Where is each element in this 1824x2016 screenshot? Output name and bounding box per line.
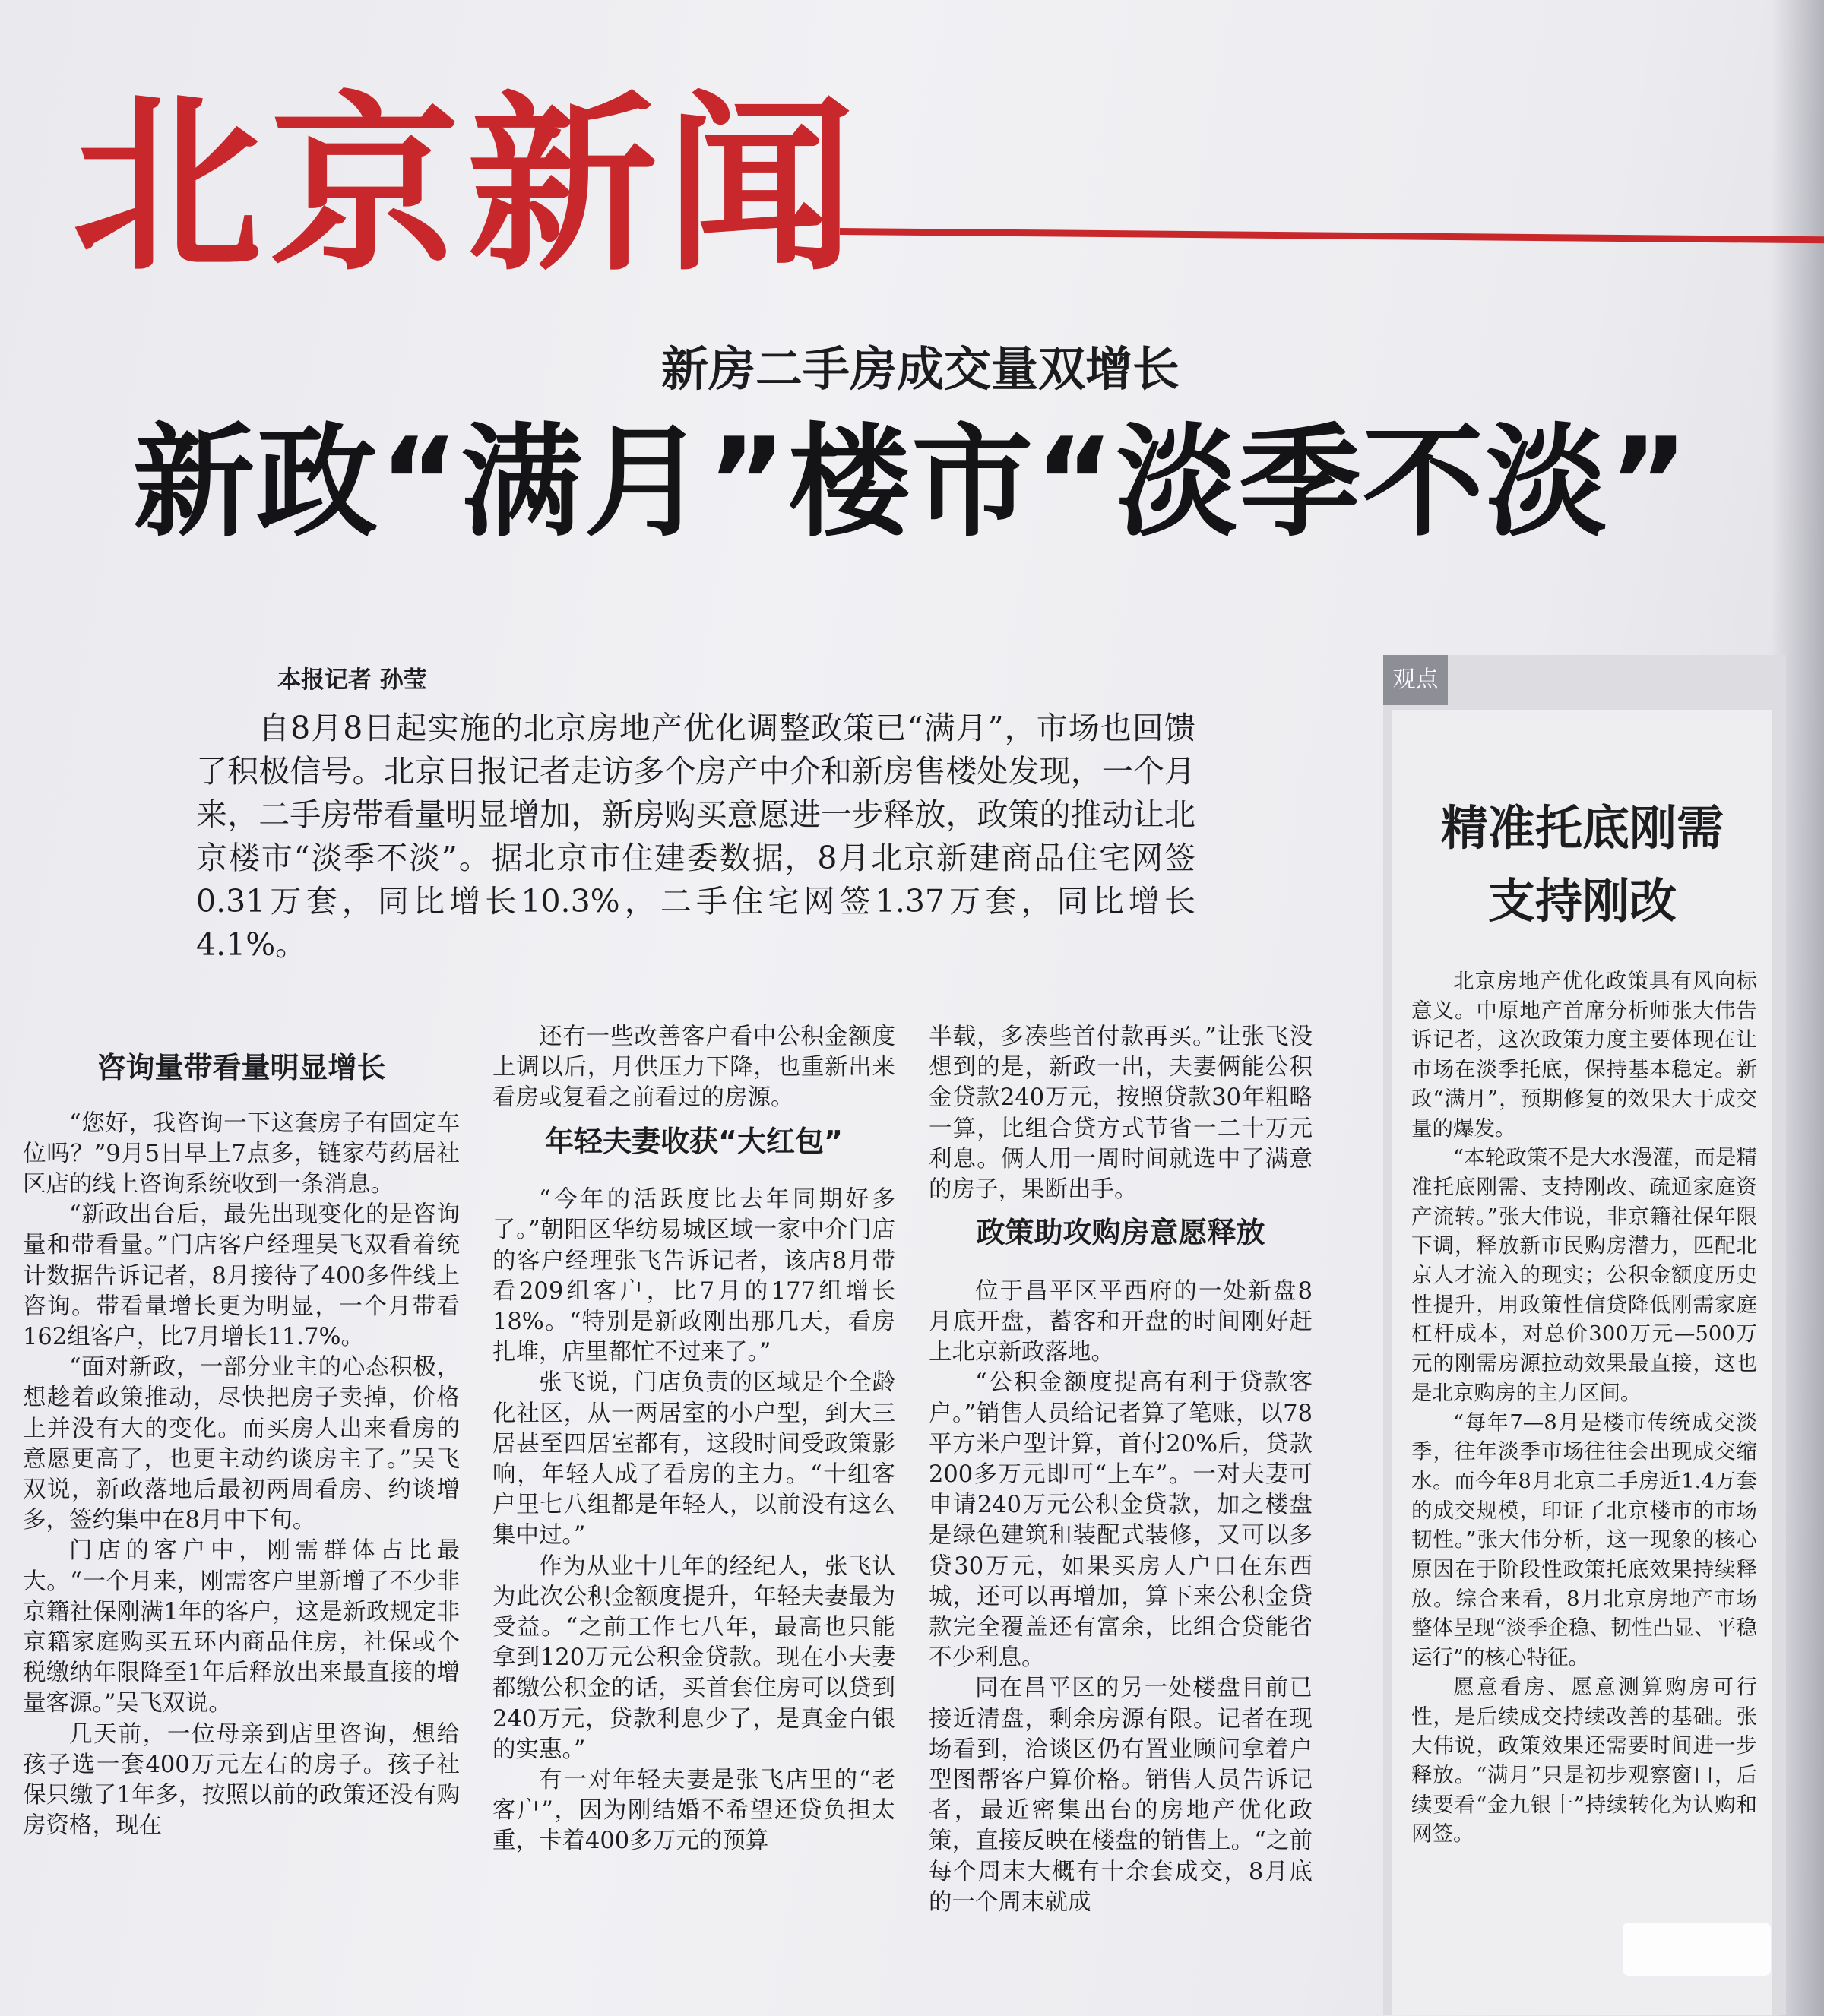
paragraph: 还有一些改善客户看中公积金额度上调以后，月供压力下降，也重新出来看房或复看之前看过的房源。 (492, 1024, 895, 1112)
paragraph: 几天前，一位母亲到店里咨询，想给孩子选一套400万元左右的房子。孩子社保只缴了1年多，按照以前的政策还没有购房资格，现在 (23, 1720, 460, 1840)
paragraph: 愿意看房、愿意测算购房可行性，是后续成交持续改善的基础。张大伟说，政策效果还需要时间进一步释放。“满月”只是初步观察窗口，后续要看“金九银十”持续转化为认购和网签。 (1411, 1674, 1757, 1847)
opinion-title-line-2: 支持刚改 (1487, 873, 1677, 929)
paragraph: 同在昌平区的另一处楼盘目前已接近清盘，剩余房源有限。记者在现场看到，洽谈区仍有置业顾问拿着户型图帮客户算价格。销售人员告诉记者，最近密集出台的房地产优化政策，直接反映在楼盘的销售上。“之前每个周末大概有十余套成交，8月底的一个周末就成 (929, 1675, 1313, 1916)
section-heading: 年轻夫妻收获“大红包” (545, 1124, 843, 1158)
opinion-title-line-1: 精准托底刚需 (1440, 800, 1724, 856)
paragraph: 张飞说，门店负责的区域是个全龄化社区，从一两居室的小户型，到大三居甚至四居室都有，这段时间受政策影响，年轻人成了看房的主力。“十组客户里七八组都是年轻人，以前没有这么集中过。” (492, 1369, 895, 1549)
article-kicker: 新房二手房成交量双增长 (661, 341, 1180, 397)
opinion-sidebar (1383, 655, 1786, 2015)
paragraph: 北京房地产优化政策具有风向标意义。中原地产首席分析师张大伟告诉记者，这次政策力度主要体现在让市场在淡季托底，保持基本稳定。新政“满月”，预期修复的效果大于成交量的爆发。 (1411, 969, 1757, 1141)
section-heading: 咨询量带看量明显增长 (97, 1051, 386, 1084)
paragraph: 作为从业十几年的经纪人，张飞认为此次公积金额度提升，年轻夫妻最为受益。“之前工作七八年，最高也只能拿到120万元公积金贷款。现在小夫妻都缴公积金的话，买首套住房可以贷到240万元，贷款利息少了，是真金白银的实惠。” (492, 1552, 895, 1763)
paragraph: “公积金额度提高有利于贷款客户。”销售人员给记者算了笔账，以78平方米户型计算，首付20%后，贷款200多万元即可“上车”。一对夫妻可申请240万元公积金贷款，加之楼盘是绿色建筑和装配式装修，又可以多贷30万元，如果买房人户口在东西城，还可以再增加，算下来公积金贷款完全覆盖还有富余，比组合贷能省不少利息。 (929, 1369, 1313, 1672)
masthead-title: 北京新闻 (72, 75, 863, 296)
article-lead: 自8月8日起实施的北京房地产优化调整政策已“满月”，市场也回馈了积极信号。北京日报记者走访多个房产中介和新房售楼处发现，一个月来，二手房带看量明显增加，新房购买意愿进一步释放，政策的推动让北京楼市“淡季不淡”。据北京市住建委数据，8月北京新建商品住宅网签0.31万套，同比增长10.3%，二手住宅网签1.37万套，同比增长4.1%。 (196, 710, 1195, 963)
masthead-rule (840, 228, 1824, 243)
paragraph: 有一对年轻夫妻是张飞店里的“老客户”，因为刚结婚不希望还贷负担太重，卡着400多万元的预算 (492, 1767, 895, 1855)
article-byline: 本报记者 孙莹 (277, 666, 427, 694)
paragraph: 半载，多凑些首付款再买。”让张飞没想到的是，新政一出，夫妻俩能公积金贷款240万元，按照贷款30年粗略一算，比组合贷方式节省一二十万元利息。俩人用一周时间就选中了满意的房子，果断出手。 (929, 1024, 1313, 1204)
opinion-tag: 观点 (1383, 655, 1448, 705)
paragraph: “本轮政策不是大水漫灌，而是精准托底刚需、支持刚改、疏通家庭资产流转。”张大伟说，非京籍社保年限下调，释放新市民购房潜力，匹配北京人才流入的现实；公积金额度历史性提升，用政策性信贷降低刚需家庭杠杆成本，对总价300万元—500万元的刚需房源拉动效果最直接，这也是北京购房的主力区间。 (1411, 1145, 1757, 1405)
opinion-title (1392, 792, 1772, 938)
opinion-box (1392, 710, 1772, 2015)
article-column-1 (23, 1022, 460, 1841)
article-headline: 新政“满月”楼市“淡季不淡” (133, 411, 1690, 553)
paragraph: “您好，我咨询一下这套房子有固定车位吗？”9月5日早上7点多，链家芍药居社区店的线上咨询系统收到一条消息。 (23, 1109, 460, 1198)
paragraph: “每年7—8月是楼市传统成交淡季，往年淡季市场往往会出现成交缩水。而今年8月北京二手房近1.4万套的成交规模，印证了北京楼市的市场韧性。”张大伟分析，这一现象的核心原因在于阶段性政策托底效果持续释放。综合来看，8月北京房地产市场整体呈现“淡季企稳、韧性凸显、平稳运行”的核心特征。 (1411, 1410, 1757, 1670)
article-column-3 (929, 1022, 1313, 1918)
article-column-2 (492, 1022, 895, 1857)
opinion-body (1411, 967, 1757, 1849)
paragraph: “今年的活跃度比去年同期好多了。”朝阳区华纺易城区域一家中介门店的客户经理张飞告诉记者，该店8月带看209组客户，比7月的177组增长18%。“特别是新政刚出那几天，看房扎堆，店里都忙不过来了。” (492, 1186, 895, 1366)
paragraph: 位于昌平区平西府的一处新盘8月底开盘，蓄客和开盘的时间刚好赶上北京新政落地。 (929, 1277, 1313, 1366)
watermark-overlay (1623, 1923, 1771, 1976)
paragraph: “面对新政，一部分业主的心态积极，想趁着政策推动，尽快把房子卖掉，价格上并没有大的变化。而买房人出来看房的意愿更高了，也更主动约谈房主了。”吴飞双说，新政落地后最初两周看房、约谈增多，签约集中在8月中下旬。 (23, 1354, 460, 1534)
paragraph: “新政出台后，最先出现变化的是咨询量和带看量。”门店客户经理吴飞双看着统计数据告诉记者，8月接待了400多件线上咨询。带看量增长更为明显，一个月带看162组客户，比7月增长11.7%。 (23, 1201, 460, 1351)
section-heading: 政策助攻购房意愿释放 (976, 1216, 1265, 1250)
paragraph: 门店的客户中，刚需群体占比最大。“一个月来，刚需客户里新增了不少非京籍社保刚满1年的客户，这是新政规定非京籍家庭购买五环内商品住房，社保或个税缴纳年限降至1年后释放出来最直接的增量客源。”吴飞双说。 (23, 1537, 460, 1717)
